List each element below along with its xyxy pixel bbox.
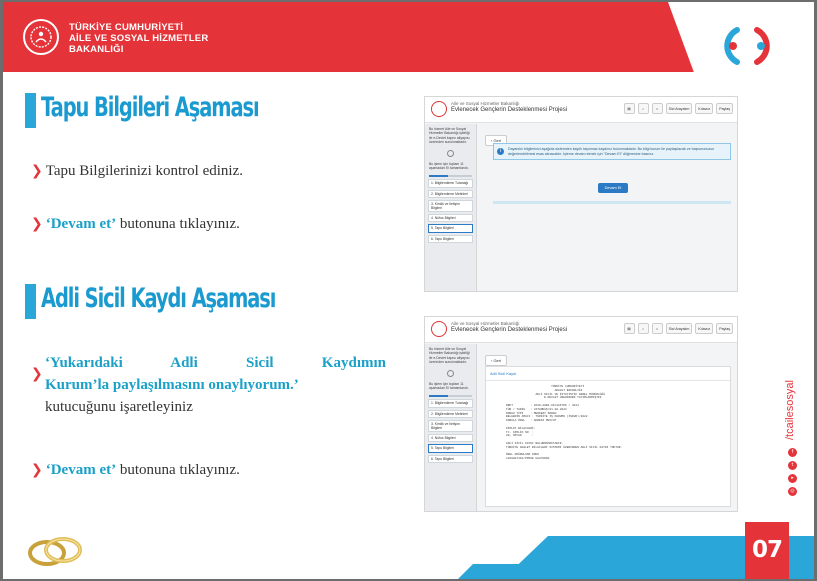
search-button[interactable]: ⌕ (638, 323, 649, 334)
sidebar-step[interactable]: 6. Tapu Bilgileri (428, 455, 473, 463)
chevron-right-icon: ❯ (31, 462, 43, 478)
wedding-rings-icon (27, 534, 83, 568)
info-text: Dayanıklı bilgilerinizi aşağıda sistemden kayıtlı taşınmaz kaydınız bulunmaktadır. Bu bilgi kurum ile paylaşılacak ve başvurunuzun değerlendirilmesi esas alınacaktır. İşleme devam etmek için "Devam Et" düğmesine basınız. (508, 147, 715, 156)
screenshot-tapu (424, 96, 738, 292)
continue-area (493, 174, 731, 204)
step-highlight: Kurum’la paylaşılmasını onaylıyorum.’ (45, 377, 299, 393)
app-content (485, 349, 731, 507)
sidebar-step[interactable]: 3. Kimlik ve İletişim Bilgileri (428, 200, 473, 212)
home-button[interactable]: ⌂ (652, 323, 663, 334)
ministry-logo-icon (23, 19, 59, 55)
twitter-icon[interactable]: t (788, 461, 797, 470)
app-title: Evlenecek Gençlerin Desteklenmesi Projesi (451, 107, 568, 113)
sidebar-note: Bu işlem için toplam 11 aşamadan 5'i tamamlandı. (429, 161, 469, 171)
document-line: ADLİ SİCİL KAYDI BULUNMAMAKTADIR. (506, 441, 564, 445)
document-line: ADLİ SİCİL VE İSTATİSTİK GENEL MÜDÜRLÜĞÜ (506, 392, 605, 396)
back-button[interactable]: ‹ Geri (485, 355, 507, 366)
step-continue-adli (31, 459, 240, 481)
slide (3, 2, 814, 579)
info-alert (493, 143, 731, 160)
document-title: Adli Sicil Kaydı (486, 367, 730, 381)
app-ministry: Aile ve Sosyal Hizmetler Bakanlığı (451, 321, 520, 326)
document-line: SORGU TİPİ : MERKEZİ SORGU (506, 411, 557, 415)
document-line: NRKT : 2030-A0B4-61C1AFTDK / 4014 (506, 403, 579, 407)
sidebar-step[interactable]: 5. Tapu Bilgileri (428, 224, 473, 232)
continue-button[interactable]: Devam Et (598, 183, 628, 193)
chevron-right-icon: ❯ (31, 163, 43, 179)
step-highlight: ‘Yukarıdaki Adli Sicil Kaydımın (45, 355, 386, 371)
document-body[interactable] (486, 381, 730, 465)
sidebar-info: Bu hizmet Aile ve Sosyal Hizmetler Bakanlığı işbirliği ile e-Devlet kapısı altyapısı üzerinden sunulmaktadır. (429, 127, 470, 145)
section-marker (25, 284, 36, 319)
call-button[interactable]: Sizi Arayalım (666, 103, 693, 114)
app-title: Evlenecek Gençlerin Desteklenmesi Projesi (451, 327, 568, 333)
app-header (425, 97, 737, 123)
screenshot-adli-sicil (424, 316, 738, 512)
brand-mark-icon (723, 22, 771, 70)
sidebar-step[interactable]: 1. Bilgilendirme Tutanağı (428, 179, 473, 187)
back-button[interactable]: ‹ Geri (485, 135, 507, 146)
sidebar-step[interactable]: 4. Nüfus Bilgileri (428, 434, 473, 442)
document-line: BELGENİN AMACI : TÜRKİYE İŞ KURUMU (İŞKUR)/2022 (506, 415, 588, 419)
sidebar-step[interactable]: 2. Bilgilendirme Metinleri (428, 410, 473, 418)
ministry-line: AİLE VE SOSYAL HİZMETLER (69, 33, 209, 44)
document-line: TÜRKİYE CUMHURİYETİ (506, 385, 585, 388)
ministry-logo-icon (431, 321, 447, 337)
ministry-line: TÜRKİYE CUMHURİYETİ (69, 22, 184, 33)
document-line: KONULA ÖZEL : ADRESİ MEVCUT (506, 419, 557, 423)
step-continue-tapu (31, 213, 240, 235)
sidebar-step[interactable]: 4. Nüfus Bilgileri (428, 214, 473, 222)
youtube-icon[interactable]: ▸ (788, 474, 797, 483)
social-handle: /tcailesosyal (784, 380, 796, 440)
document-line: TÜR / TARİH : VATANDAŞ/01.08.2022 (506, 407, 567, 411)
ministry-logo-icon (431, 101, 447, 117)
print-button[interactable]: ▤ (624, 323, 635, 334)
step-highlight: ‘Devam et’ (45, 462, 117, 478)
section-marker (25, 93, 36, 128)
section-title-adli-sicil: Adli Sicil Kaydı Aşaması (41, 283, 276, 314)
document-line: TC. KİMLİK NO : (506, 430, 534, 434)
document-line: KİMLİK BİLGİLERİ: (506, 426, 536, 430)
info-icon: i (497, 148, 504, 155)
share-button[interactable]: Paylaş (716, 323, 733, 334)
section-title-tapu: Tapu Bilgileri Aşaması (41, 92, 259, 123)
step-highlight: ‘Devam et’ (45, 216, 117, 232)
app-toolbar (624, 323, 733, 334)
app-content (485, 129, 731, 287)
document-line: TÜRKİYE ADALET BİLGİLERİ SİSTEMİ ÜZERİNDEN ADLİ SİCİL KAYDI YOKTUR. (506, 445, 623, 449)
app-sidebar (425, 124, 477, 291)
clock-icon (447, 370, 454, 377)
sidebar-info: Bu hizmet Aile ve Sosyal Hizmetler Bakanlığı işbirliği ile e-Devlet kapısı altyapısı üzerinden sunulmaktadır. (429, 347, 470, 365)
document-line: AD, SOYAD : (506, 434, 534, 438)
step-text: butonuna tıklayınız. (116, 462, 240, 478)
ministry-line: BAKANLIĞI (69, 44, 124, 55)
chevron-right-icon: ❯ (31, 366, 43, 382)
document-line: ADALET BAKANLIĞI (506, 388, 583, 392)
step-consent-checkbox (31, 352, 386, 418)
progress-bar (429, 175, 472, 177)
facebook-icon[interactable]: f (788, 448, 797, 457)
step-text: butonuna tıklayınız. (116, 216, 240, 232)
document-panel (485, 366, 731, 507)
document-line: E-DEVLET ÜZERİNDEN YAYIMLANMIŞTIR (506, 396, 602, 400)
document-line: ÖZEL DOĞRULAMA KODU (506, 453, 539, 457)
sidebar-note: Bu işlem için toplam 11 aşamadan 5'i tamamlandı. (429, 381, 469, 391)
print-button[interactable]: ▤ (624, 103, 635, 114)
search-button[interactable]: ⌕ (638, 103, 649, 114)
sidebar-step[interactable]: 6. Tapu Bilgileri (428, 235, 473, 243)
guide-button[interactable]: Kılavuz (695, 103, 713, 114)
page-number: 07 (745, 522, 789, 579)
chevron-right-icon: ❯ (31, 216, 43, 232)
app-sidebar (425, 344, 477, 511)
app-toolbar (624, 103, 733, 114)
home-button[interactable]: ⌂ (652, 103, 663, 114)
step-text: kutucuğunu işaretleyiniz (45, 399, 193, 415)
document-line: 1289887491/PD59E HG878RAD (506, 457, 550, 461)
sidebar-step[interactable]: 3. Kimlik ve İletişim Bilgileri (428, 420, 473, 432)
step-text: Tapu Bilgilerinizi kontrol ediniz. (45, 163, 243, 179)
step-check-tapu (31, 160, 243, 182)
call-button[interactable]: Sizi Arayalım (666, 323, 693, 334)
share-button[interactable]: Paylaş (716, 103, 733, 114)
progress-bar (429, 395, 472, 397)
app-ministry: Aile ve Sosyal Hizmetler Bakanlığı (451, 101, 520, 106)
clock-icon (447, 150, 454, 157)
guide-button[interactable]: Kılavuz (695, 323, 713, 334)
sidebar-step[interactable]: 1. Bilgilendirme Tutanağı (428, 399, 473, 407)
sidebar-step[interactable]: 2. Bilgilendirme Metinleri (428, 190, 473, 198)
instagram-icon[interactable]: ◎ (788, 487, 797, 496)
sidebar-step[interactable]: 5. Tapu Bilgileri (428, 444, 473, 452)
ministry-name (69, 22, 208, 55)
app-header (425, 317, 737, 343)
